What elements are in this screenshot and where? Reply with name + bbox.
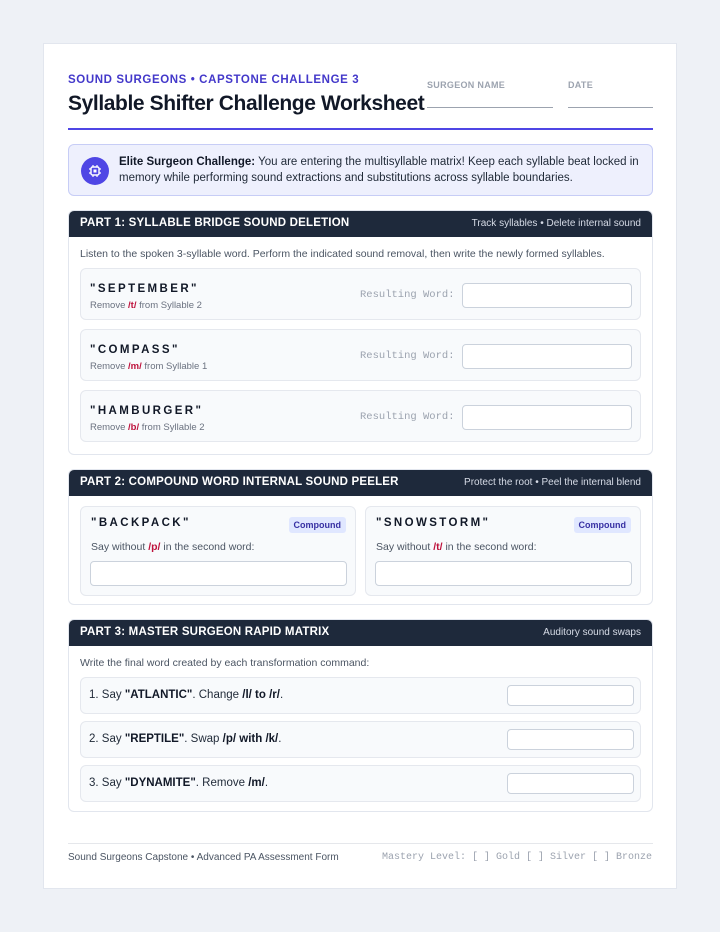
target-word: "BACKPACK": [91, 517, 191, 529]
part3-title: PART 3: MASTER SURGEON RAPID MATRIX: [80, 626, 330, 638]
target-word: "ATLANTIC": [124, 689, 193, 701]
target-sound: /m/: [128, 361, 142, 372]
part2-title: PART 2: COMPOUND WORD INTERNAL SOUND PEELER: [80, 476, 399, 488]
resulting-word-input[interactable]: [462, 344, 632, 369]
resulting-word-label: Resulting Word:: [360, 411, 455, 423]
target-word: "COMPASS": [90, 344, 180, 356]
compound-tag: Compound: [574, 517, 632, 533]
instruction-verb: Remove: [90, 300, 126, 311]
part2-header: [69, 470, 652, 496]
instruction-position: from Syllable 1: [144, 361, 208, 372]
matrix-row: [80, 721, 641, 758]
command-end: .: [278, 733, 282, 745]
surgeon-name-line: [427, 107, 553, 108]
callout-body: You are entering the multisyllable matrix! Keep each syllable beat locked in memory while performing sound extractions and substitutions across syllable boundaries.: [119, 156, 639, 184]
deletion-instruction: [90, 300, 202, 311]
matrix-command: [89, 689, 283, 701]
command-end: .: [264, 777, 269, 789]
part3-section: [68, 619, 653, 812]
page-title: Syllable Shifter Challenge Worksheet: [68, 92, 425, 115]
command-number: 1. Say: [89, 689, 122, 701]
instruction-position: from Syllable 2: [139, 300, 202, 311]
instruction-position: from Syllable 2: [141, 422, 205, 433]
deletion-instruction: [90, 361, 207, 372]
matrix-answer-input[interactable]: [507, 773, 634, 794]
resulting-word-label: Resulting Word:: [360, 350, 455, 362]
instruction-verb: Remove: [90, 422, 126, 433]
worksheet-page: [43, 43, 677, 889]
instruction-verb: Remove: [90, 361, 126, 372]
deletion-item: [80, 390, 641, 442]
footer-form-name: Sound Surgeons Capstone • Advanced PA Assessment Form: [68, 852, 339, 863]
chip-icon: [81, 157, 109, 185]
target-word: "SNOWSTORM": [376, 517, 491, 529]
instruction-position: in the second word:: [445, 541, 537, 553]
deletion-item: [80, 329, 641, 381]
surgeon-name-field[interactable]: [427, 80, 505, 90]
deletion-instruction: [90, 422, 205, 433]
peel-instruction: [91, 541, 254, 553]
matrix-answer-input[interactable]: [507, 729, 634, 750]
footer-divider: [68, 843, 653, 844]
callout-text: [119, 154, 639, 186]
part1-meta: Track syllables • Delete internal sound: [471, 218, 641, 229]
part2-meta: Protect the root • Peel the internal blend: [464, 477, 641, 488]
date-field[interactable]: [568, 80, 593, 90]
matrix-command: [89, 777, 268, 789]
part3-header: [69, 620, 652, 646]
command-verb: . Swap: [184, 733, 220, 745]
part1-header: [69, 211, 652, 237]
target-word: "REPTILE": [124, 733, 185, 745]
mastery-level-checkboxes[interactable]: Mastery Level: [ ] Gold [ ] Silver [ ] Bronze: [381, 852, 652, 863]
instruction-verb: Say without: [91, 541, 146, 553]
target-sound: /t/: [433, 541, 443, 553]
resulting-word-input[interactable]: [462, 405, 632, 430]
part1-title: PART 1: SYLLABLE BRIDGE SOUND DELETION: [80, 217, 350, 229]
part3-meta: Auditory sound swaps: [543, 627, 641, 638]
answer-input[interactable]: [375, 561, 632, 586]
command-verb: . Change: [192, 689, 240, 701]
compound-item: [80, 506, 356, 596]
surgeon-name-label: SURGEON NAME: [427, 80, 506, 90]
command-sounds: /l/ to /r/: [242, 689, 280, 701]
matrix-row: [80, 677, 641, 714]
command-number: 3. Say: [89, 777, 122, 789]
command-sounds: /m/: [248, 777, 265, 789]
compound-tag: Compound: [289, 517, 347, 533]
part2-section: [68, 469, 653, 605]
answer-input[interactable]: [90, 561, 347, 586]
date-label: DATE: [568, 80, 594, 90]
part1-section: [68, 210, 653, 455]
deletion-item: [80, 268, 641, 320]
command-number: 2. Say: [89, 733, 122, 745]
compound-item: [365, 506, 641, 596]
part1-instructions: Listen to the spoken 3-syllable word. Perform the indicated sound removal, then write the newly formed syllables.: [80, 248, 605, 260]
target-sound: /t/: [128, 300, 137, 311]
callout-lead: Elite Surgeon Challenge:: [119, 156, 256, 168]
header-divider: [68, 128, 653, 130]
instruction-verb: Say without: [376, 541, 431, 553]
matrix-command: [89, 733, 281, 745]
resulting-word-input[interactable]: [462, 283, 632, 308]
target-sound: /b/: [128, 422, 140, 433]
command-verb: . Remove: [195, 777, 245, 789]
target-word: "SEPTEMBER": [90, 283, 199, 295]
matrix-row: [80, 765, 641, 802]
instruction-position: in the second word:: [163, 541, 255, 553]
command-end: .: [279, 689, 284, 701]
date-line: [568, 107, 653, 108]
resulting-word-label: Resulting Word:: [360, 289, 455, 301]
part3-instructions: Write the final word created by each transformation command:: [80, 657, 370, 669]
worksheet-eyebrow: SOUND SURGEONS • CAPSTONE CHALLENGE 3: [68, 74, 360, 86]
elite-challenge-callout: [68, 144, 653, 196]
peel-instruction: [376, 541, 537, 553]
target-word: "DYNAMITE": [124, 777, 196, 789]
target-sound: /p/: [148, 541, 161, 553]
command-sounds: /p/ with /k/: [222, 733, 279, 745]
matrix-answer-input[interactable]: [507, 685, 634, 706]
target-word: "HAMBURGER": [90, 405, 204, 417]
